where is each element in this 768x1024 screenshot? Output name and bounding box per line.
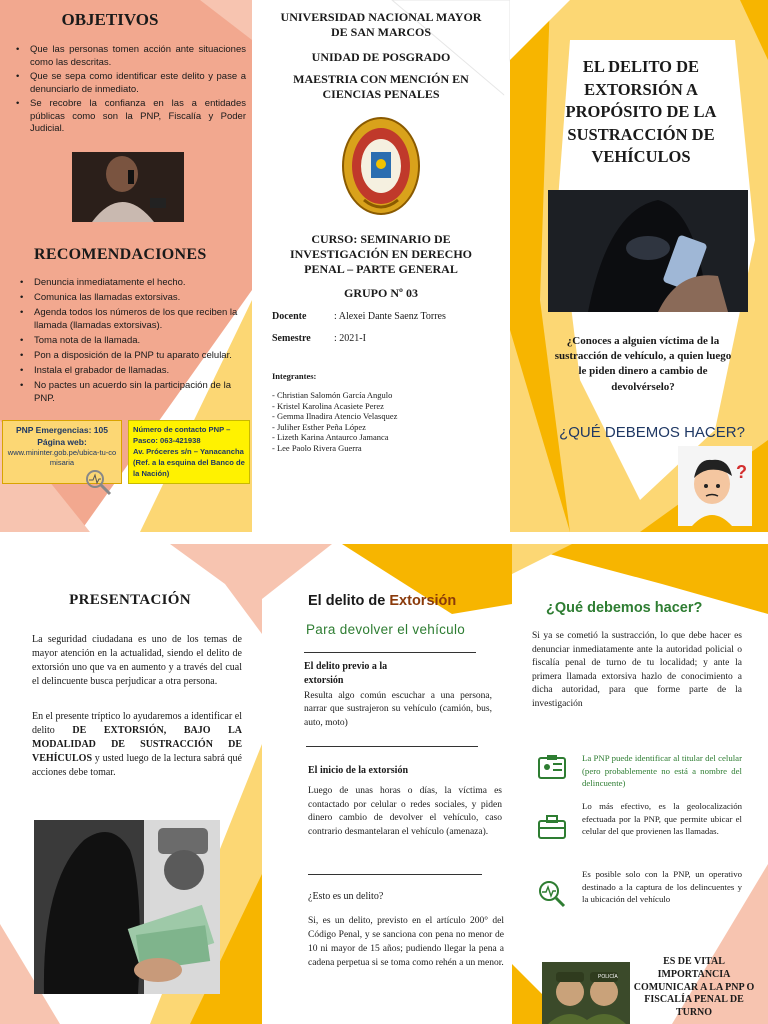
list-item: • Pon a disposición de la PNP tu aparato celular. — [18, 349, 246, 362]
svg-text:?: ? — [736, 462, 747, 482]
presentacion-title: PRESENTACIÓN — [69, 592, 191, 608]
list-item: • Toma nota de la llamada. — [18, 334, 246, 347]
panel-que-hacer — [512, 544, 768, 1024]
divider — [308, 874, 482, 875]
group-number: GRUPO Nº 03 — [344, 286, 418, 300]
list-item: • No pactes un acuerdo sin la participación de la PNP. — [18, 379, 246, 405]
course-name: CURSO: SEMINARIO DE INVESTIGACIÓN EN DERECHO PENAL – PARTE GENERAL — [289, 232, 473, 276]
list-item: - Lizeth Karina Antaurco Jamanca — [272, 432, 389, 443]
magnifier-icon — [84, 468, 112, 501]
university-seal-icon — [340, 114, 422, 223]
panel-objetivos — [0, 0, 252, 532]
list-item: • Denuncia inmediatamente el hecho. — [18, 276, 246, 289]
section-inicio-title: El inicio de la extorsión — [308, 765, 408, 776]
confused-boy-icon — [678, 446, 752, 531]
panel-delito — [262, 544, 512, 1024]
recomendaciones-list — [18, 276, 246, 407]
recomendaciones-title: RECOMENDACIONES — [34, 246, 207, 263]
presentacion-paragraph-2: En el presente tríptico lo ayudaremos a identificar el delito DE EXTORSIÓN, BAJO LA MODALIDAD DE SUSTRACCIÓN DE VEHÍCULOS y usted luego de la lectura sabrá qué acciones debe tomar. — [32, 711, 242, 778]
what-to-do-heading: ¿QUÉ DEBEMOS HACER? — [559, 424, 745, 441]
police-officers-photo — [542, 962, 630, 1024]
list-item: - Gemma Ilnadira Atencio Velasquez — [272, 411, 398, 422]
section-previo-title: El delito previo a la extorsión — [304, 661, 388, 686]
objetivos-title: OBJETIVOS — [61, 10, 159, 29]
delito-title: El delito de Extorsión — [308, 593, 457, 609]
contact-box-pasco — [128, 420, 250, 484]
que-hacer-intro: Si ya se cometió la sustracción, lo que debe hacer es denunciar inmediatamente ante la autoridad policial o fiscalía penal de turno de tu localidad; y ante la primera llamada extorsiva hazlo de conocimiento a dicha autoridad, para que forme parte de la investigación — [532, 631, 742, 709]
section-delito-text: Si, es un delito, previsto en el artículo 200° del Código Penal, y se sanciona con pena no menor de 10 ni mayor de 15 años; pudiendo llegar la pena a cadena perpetua si se toma como rehén a un menor. — [308, 916, 504, 968]
closing-message: ES DE VITAL IMPORTANCIA COMUNICAR A LA PNP O FISCALÍA PENAL DE TURNO — [633, 956, 755, 1019]
presentacion-paragraph-1: La seguridad ciudadana es uno de los temas de mayor atención en la actualidad, siendo el delito de extorsión uno que va en aumento y a través del cual el delincuente busca perjudicar a otra persona. — [32, 634, 242, 687]
section-previo-text: Resulta algo común escuchar a una persona, narrar que sustrajeron su vehículo (camión, bus, auto, moto) — [304, 691, 492, 728]
extortion-call-photo — [34, 820, 220, 994]
panel-cover-title — [510, 0, 768, 532]
pasco-address: Av. Próceres s/n – Yanacancha (Ref. a la esquina del Banco de la Nación) — [133, 447, 245, 478]
que-hacer-item-1: La PNP puede identificar al titular del celular (pero probablemente no está a nombre del delincuente) — [582, 753, 742, 789]
panel-cover-info — [252, 0, 510, 532]
docente-value: : Alexei Dante Saenz Torres — [334, 311, 446, 322]
semestre-label: Semestre — [272, 333, 311, 344]
objetivos-list — [14, 44, 246, 138]
website-label: Página web: — [37, 437, 87, 447]
website-link[interactable]: www.mininter.gob.pe/ubica-tu-comisaria — [7, 448, 117, 467]
delito-subtitle: Para devolver el vehículo — [306, 622, 466, 637]
list-item: • Se recobre la confianza en las a entidades públicas como son la PNP, Fiscalía y Poder Judicial. — [14, 98, 246, 136]
que-hacer-item-3: Es posible solo con la PNP, un operativo destinado a la captura de los delincuentes y la ubicación del vehículo — [582, 869, 742, 905]
list-item: - Kristel Karolina Acasiete Perez — [272, 400, 384, 411]
emergency-phone: PNP Emergencias: 105 — [16, 425, 108, 435]
section-delito-title: ¿Esto es un delito? — [308, 891, 384, 902]
que-hacer-title: ¿Qué debemos hacer? — [546, 600, 703, 616]
list-item: • Que se sepa como identificar este delito y pase a denunciarlo de inmediato. — [14, 71, 246, 96]
list-item: • Agenda todos los números de los que reciben la llamada (llamadas extorsivas). — [18, 306, 246, 332]
pasco-phone: Número de contacto PNP – Pasco: 063-421938 — [133, 425, 231, 445]
docente-label: Docente — [272, 311, 307, 322]
list-item: • Que las personas tomen acción ante situaciones como las descritas. — [14, 44, 246, 69]
list-item: • Instala el grabador de llamadas. — [18, 364, 246, 377]
semestre-value: : 2021-I — [334, 333, 366, 344]
divider — [306, 746, 478, 747]
section-inicio-text: Luego de unas horas o días, la víctima es contactado por celular o redes sociales, y piden dinero cambio de devolver el vehículo, caso contrario desmantelaran el vehículo (amenaza). — [308, 786, 502, 838]
highlight-text: DE EXTORSIÓN, BAJO LA MODALIDAD DE SUSTRACCIÓN DE VEHÍCULOS — [32, 725, 242, 764]
panel-presentacion — [0, 544, 262, 1024]
university-name: UNIVERSIDAD NACIONAL MAYOR DE SAN MARCOS — [280, 10, 482, 39]
list-item: - Christian Salomón García Angulo — [272, 390, 393, 400]
masters-name: MAESTRIA CON MENCIÓN EN CIENCIAS PENALES — [293, 72, 469, 101]
pulse-search-icon — [538, 880, 566, 913]
police-badge-text: POLICÍA — [598, 974, 618, 980]
id-card-icon — [538, 754, 566, 785]
integrantes-list — [272, 390, 492, 454]
integrantes-label: Integrantes: — [272, 371, 317, 381]
list-item: - Lee Paolo Rivera Guerra — [272, 442, 362, 453]
que-hacer-item-2: Lo más efectivo, es la geolocalización efectuada por la PNP, que permite ubicar el celular del que provienen las llamadas. — [582, 801, 742, 837]
list-item: • Comunica las llamadas extorsivas. — [18, 291, 246, 304]
list-item: - Juliher Esther Peña López — [272, 421, 366, 432]
briefcase-icon — [538, 814, 566, 845]
divider — [304, 652, 476, 653]
hooded-thief-photo — [548, 190, 748, 312]
brochure-title: EL DELITO DE EXTORSIÓN A PROPÓSITO DE LA SUSTRACCIÓN DE VEHÍCULOS — [565, 57, 717, 166]
hook-question: ¿Conoces a alguien víctima de la sustracción de vehículo, a quien luego le piden dinero a cambio de devolvérselo? — [554, 335, 732, 393]
woman-phone-photo — [72, 152, 184, 222]
unit-name: UNIDAD DE POSGRADO — [311, 50, 451, 64]
